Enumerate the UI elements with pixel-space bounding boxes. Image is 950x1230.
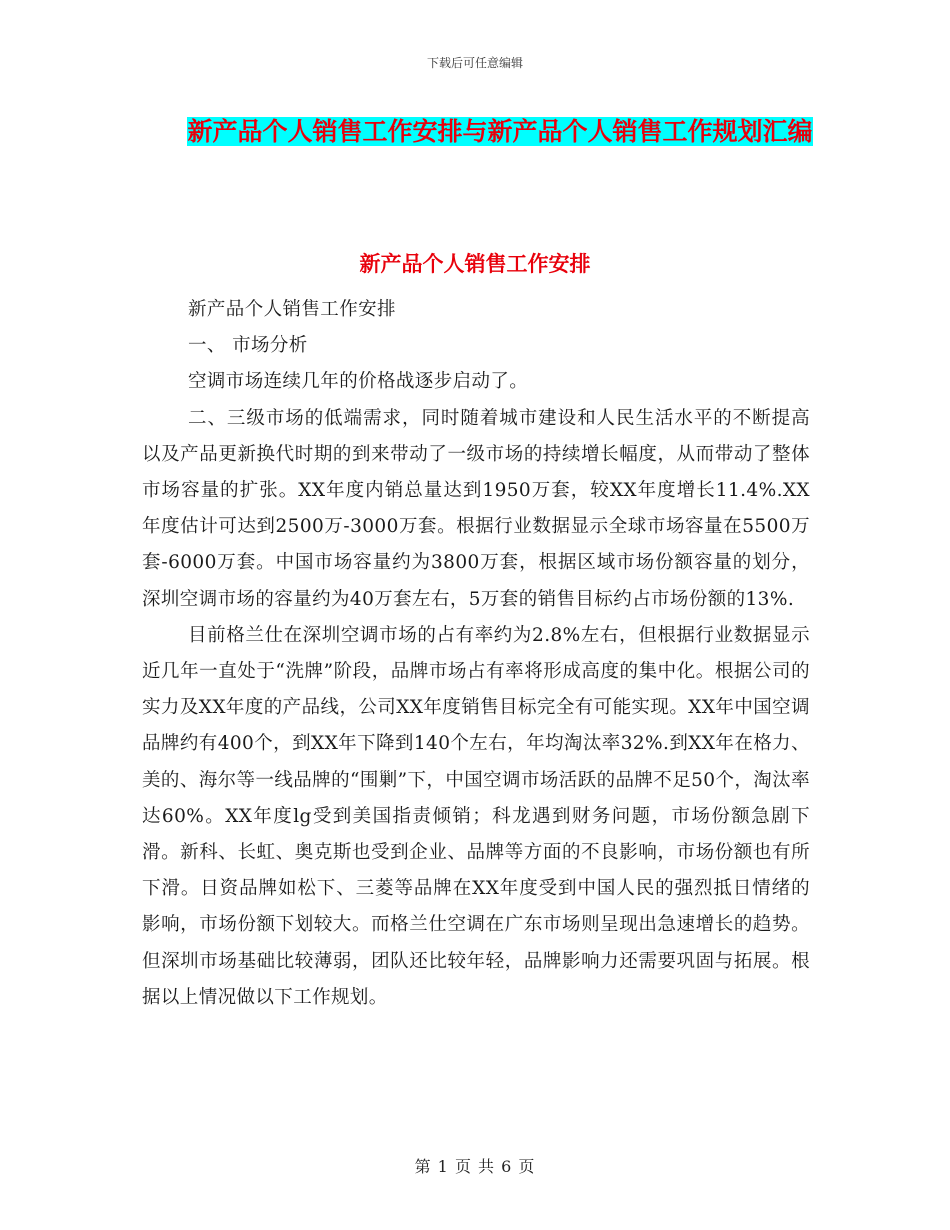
paragraph: 二、三级市场的低端需求，同时随着城市建设和人民生活水平的不断提高以及产品更新换代时期的到来带动了一级市场的持续增长幅度，从而带动了整体市场容量的扩张。XX年度内销总量达到1950万套，较XX年度增长11.4%.XX年度估计可达到2500万-3000万套。根据行业数据显示全球市场容量在5500万套-6000万套。中国市场容量约为3800万套，根据区域市场份额容量的划分，深圳空调市场的容量约为40万套左右，5万套的销售目标约占市场份额的13%. xyxy=(142,407,810,610)
paragraph: 空调市场连续几年的价格战逐步启动了。 xyxy=(188,371,529,393)
document-title xyxy=(150,110,850,154)
document-title-text: 新产品个人销售工作安排与新产品个人销售工作规划汇编 xyxy=(187,117,813,146)
document-body xyxy=(142,292,810,1016)
paragraph-heading-market-analysis: 一、 市场分析 xyxy=(188,335,308,357)
header-note: 下载后可任意编辑 xyxy=(426,56,523,70)
page-footer: 第 1 页 共 6 页 xyxy=(414,1157,536,1176)
paragraph: 目前格兰仕在深圳空调市场的占有率约为2.8%左右，但根据行业数据显示近几年一直处于“洗牌”阶段，品牌市场占有率将形成高度的集中化。根据公司的实力及XX年度的产品线，公司XX年度销售目标完全有可能实现。XX年中国空调品牌约有400个，到XX年下降到140个左右，年均淘汰率32%.到XX年在格力、美的、海尔等一线品牌的“围剿”下，中国空调市场活跃的品牌不足50个，淘汰率达60%。XX年度lg受到美国指责倾销；科龙遇到财务问题，市场份额急剧下滑。新科、长虹、奥克斯也受到企业、品牌等方面的不良影响，市场份额也有所下滑。日资品牌如松下、三菱等品牌在XX年度受到中国人民的强烈抵日情绪的影响，市场份额下划较大。而格兰仕空调在广东市场则呈现出急速增长的趋势。但深圳市场基础比较薄弱，团队还比较年轻，品牌影响力还需要巩固与拓展。根据以上情况做以下工作规划。 xyxy=(142,624,810,1008)
paragraph-subtitle: 新产品个人销售工作安排 xyxy=(188,299,396,320)
section-title: 新产品个人销售工作安排 xyxy=(359,252,591,276)
